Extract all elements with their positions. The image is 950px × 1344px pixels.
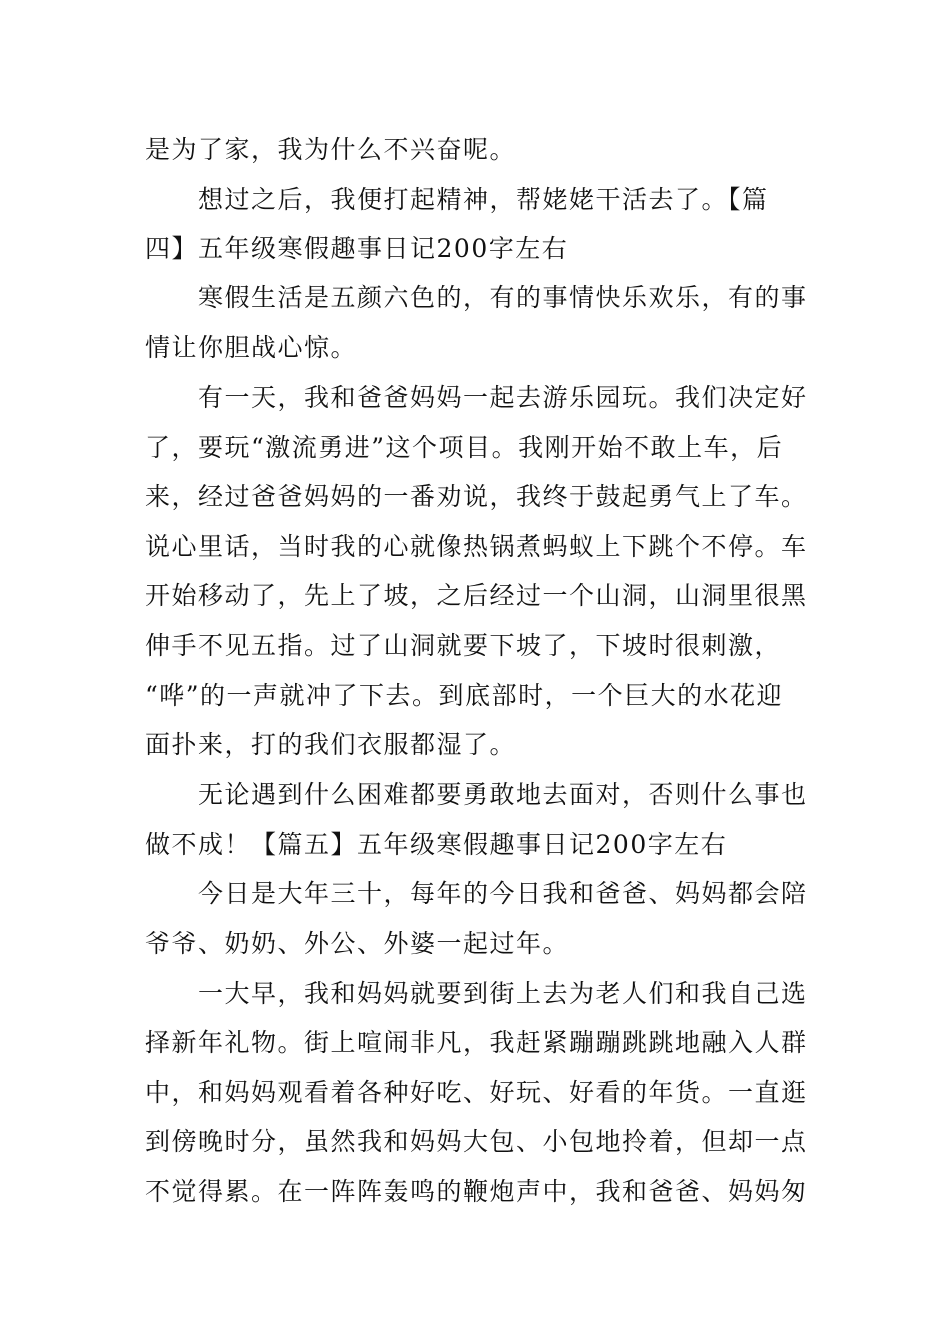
text-line: 是为了家，我为什么不兴奋呢。 [145,135,517,164]
text-line: 四】五年级寒假趣事日记200字左右 [145,234,569,263]
text-line: 伸手不见五指。过了山洞就要下坡了，下坡时很刺激， [145,631,782,660]
text-line: 一大早，我和妈妈就要到街上去为老人们和我自己选 [198,979,808,1008]
text-line: 情让你胆战心惊。 [145,333,358,362]
text-line: 到傍晚时分，虽然我和妈妈大包、小包地拎着，但却一点 [145,1127,808,1156]
text-line: “哗”的一声就冲了下去。到底部时，一个巨大的水花迎 [145,681,784,710]
text-line: 不觉得累。在一阵阵轰鸣的鞭炮声中，我和爸爸、妈妈匆 [145,1177,808,1206]
text-line: 寒假生活是五颜六色的，有的事情快乐欢乐，有的事 [198,283,808,312]
text-line: 无论遇到什么困难都要勇敢地去面对，否则什么事也 [198,780,808,809]
text-line: 说心里话，当时我的心就像热锅煮蚂蚁上下跳个不停。车 [145,532,808,561]
text-line: 想过之后，我便打起精神，帮姥姥干活去了。【篇 [198,185,769,214]
text-line: 有一天，我和爸爸妈妈一起去游乐园玩。我们决定好 [198,383,808,412]
text-line: 来，经过爸爸妈妈的一番劝说，我终于鼓起勇气上了车。 [145,482,808,511]
text-line: 开始移动了，先上了坡，之后经过一个山洞，山洞里很黑 [145,581,808,610]
text-line: 面扑来，打的我们衣服都湿了。 [145,730,517,759]
text-line: 择新年礼物。街上喧闹非凡，我赶紧蹦蹦跳跳地融入人群 [145,1028,808,1057]
text-line: 中，和妈妈观看着各种好吃、好玩、好看的年货。一直逛 [145,1078,808,1107]
text-line: 今日是大年三十，每年的今日我和爸爸、妈妈都会陪 [198,879,808,908]
text-line: 做不成！【篇五】五年级寒假趣事日记200字左右 [145,830,728,859]
text-line: 了，要玩“激流勇进”这个项目。我刚开始不敢上车，后 [145,433,784,462]
text-line: 爷爷、奶奶、外公、外婆一起过年。 [145,929,570,958]
